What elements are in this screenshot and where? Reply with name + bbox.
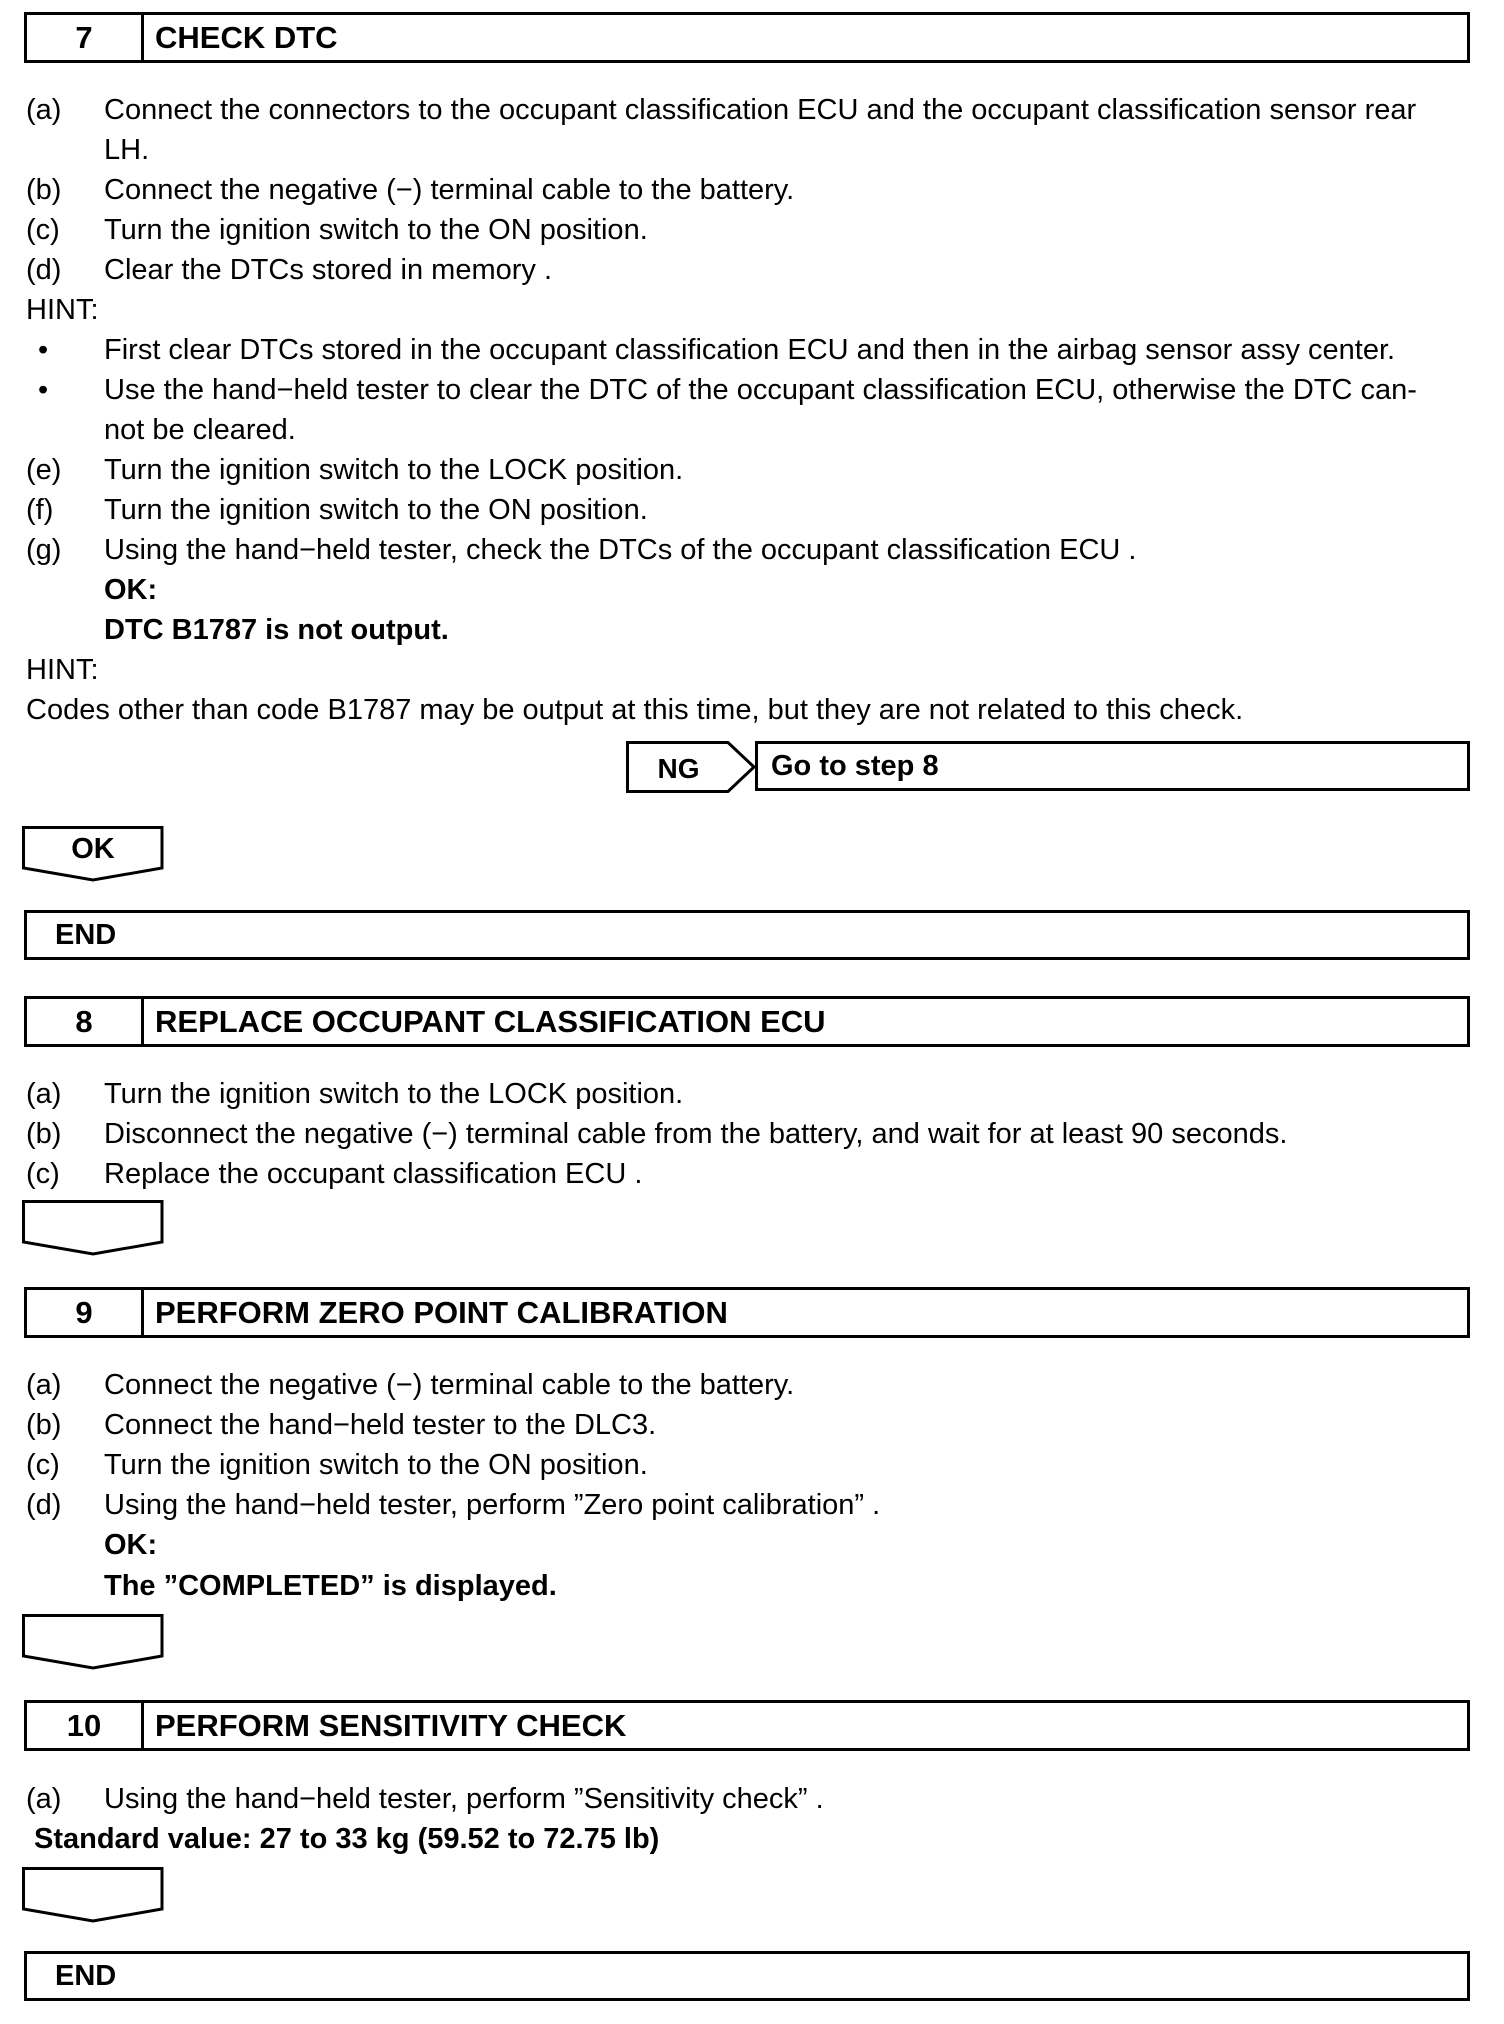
list-item: (g) Using the hand−held tester, check the DTCs of the occupant classification ECU . [26, 534, 1137, 566]
step-title: REPLACE OCCUPANT CLASSIFICATION ECU [155, 1003, 826, 1039]
list-item: (d) Using the hand−held tester, perform ”Zero point calibration” . [26, 1489, 881, 1521]
step-title: PERFORM ZERO POINT CALIBRATION [155, 1294, 728, 1330]
hint-bullet-continuation: not be cleared. [104, 414, 296, 446]
list-item: (c) Turn the ignition switch to the ON position. [26, 1449, 648, 1481]
step-7-header [24, 12, 1470, 63]
list-item: (c) Turn the ignition switch to the ON position. [26, 214, 648, 246]
step-title: PERFORM SENSITIVITY CHECK [155, 1707, 627, 1743]
ok-arrow-label: OK [71, 833, 115, 865]
hint-label: HINT: [26, 654, 99, 686]
list-item: (b) Connect the negative (−) terminal cable to the battery. [26, 174, 795, 206]
step-number: 7 [27, 15, 144, 60]
ng-target-box: Go to step 8 [755, 741, 1470, 791]
hint-bullet: • Use the hand−held tester to clear the DTC of the occupant classification ECU, otherwise the DTC can- [26, 370, 1476, 410]
list-item: (b) Connect the hand−held tester to the DLC3. [26, 1409, 657, 1441]
end-box: END [24, 910, 1470, 960]
list-item: (a) Turn the ignition switch to the LOCK position. [26, 1078, 684, 1110]
step-number: 9 [27, 1290, 144, 1335]
list-item: (e) Turn the ignition switch to the LOCK position. [26, 454, 684, 486]
down-arrow-icon [22, 1867, 164, 1923]
step-9-header [24, 1287, 1470, 1338]
standard-value: Standard value: 27 to 33 kg (59.52 to 72.75 lb) [34, 1823, 660, 1855]
hint-bullet: • First clear DTCs stored in the occupant classification ECU and then in the airbag sensor assy center. [26, 330, 1476, 370]
down-arrow-icon [22, 1200, 164, 1256]
step-number: 8 [27, 999, 144, 1044]
list-item: (a) Connect the negative (−) terminal cable to the battery. [26, 1369, 795, 1401]
list-item: (f) Turn the ignition switch to the ON position. [26, 494, 648, 526]
step-title: CHECK DTC [155, 19, 338, 55]
step-10-header [24, 1700, 1470, 1751]
ok-criterion: DTC B1787 is not output. [104, 614, 449, 646]
end-box: END [24, 1951, 1470, 2001]
list-item: (a) Using the hand−held tester, perform ”Sensitivity check” . [26, 1783, 824, 1815]
ok-label: OK: [104, 1529, 158, 1561]
bullet-icon: • [38, 334, 49, 366]
list-item: (d) Clear the DTCs stored in memory . [26, 254, 553, 286]
down-arrow-icon [22, 1614, 164, 1670]
step-number: 10 [27, 1703, 144, 1748]
list-item: (a) Connect the connectors to the occupant classification ECU and the occupant classification sensor rear [26, 94, 1417, 126]
hint-label: HINT: [26, 294, 99, 326]
list-item-continuation: LH. [104, 134, 150, 166]
hint-text: Codes other than code B1787 may be output at this time, but they are not related to this check. [26, 694, 1244, 726]
list-item: (c) Replace the occupant classification ECU . [26, 1158, 643, 1190]
ng-label: NG [657, 753, 700, 784]
ok-label: OK: [104, 574, 158, 606]
list-item: (b) Disconnect the negative (−) terminal cable from the battery, and wait for at least 90 seconds. [26, 1118, 1288, 1150]
bullet-icon: • [38, 374, 49, 406]
ok-criterion: The ”COMPLETED” is displayed. [104, 1570, 557, 1602]
step-8-header [24, 996, 1470, 1047]
